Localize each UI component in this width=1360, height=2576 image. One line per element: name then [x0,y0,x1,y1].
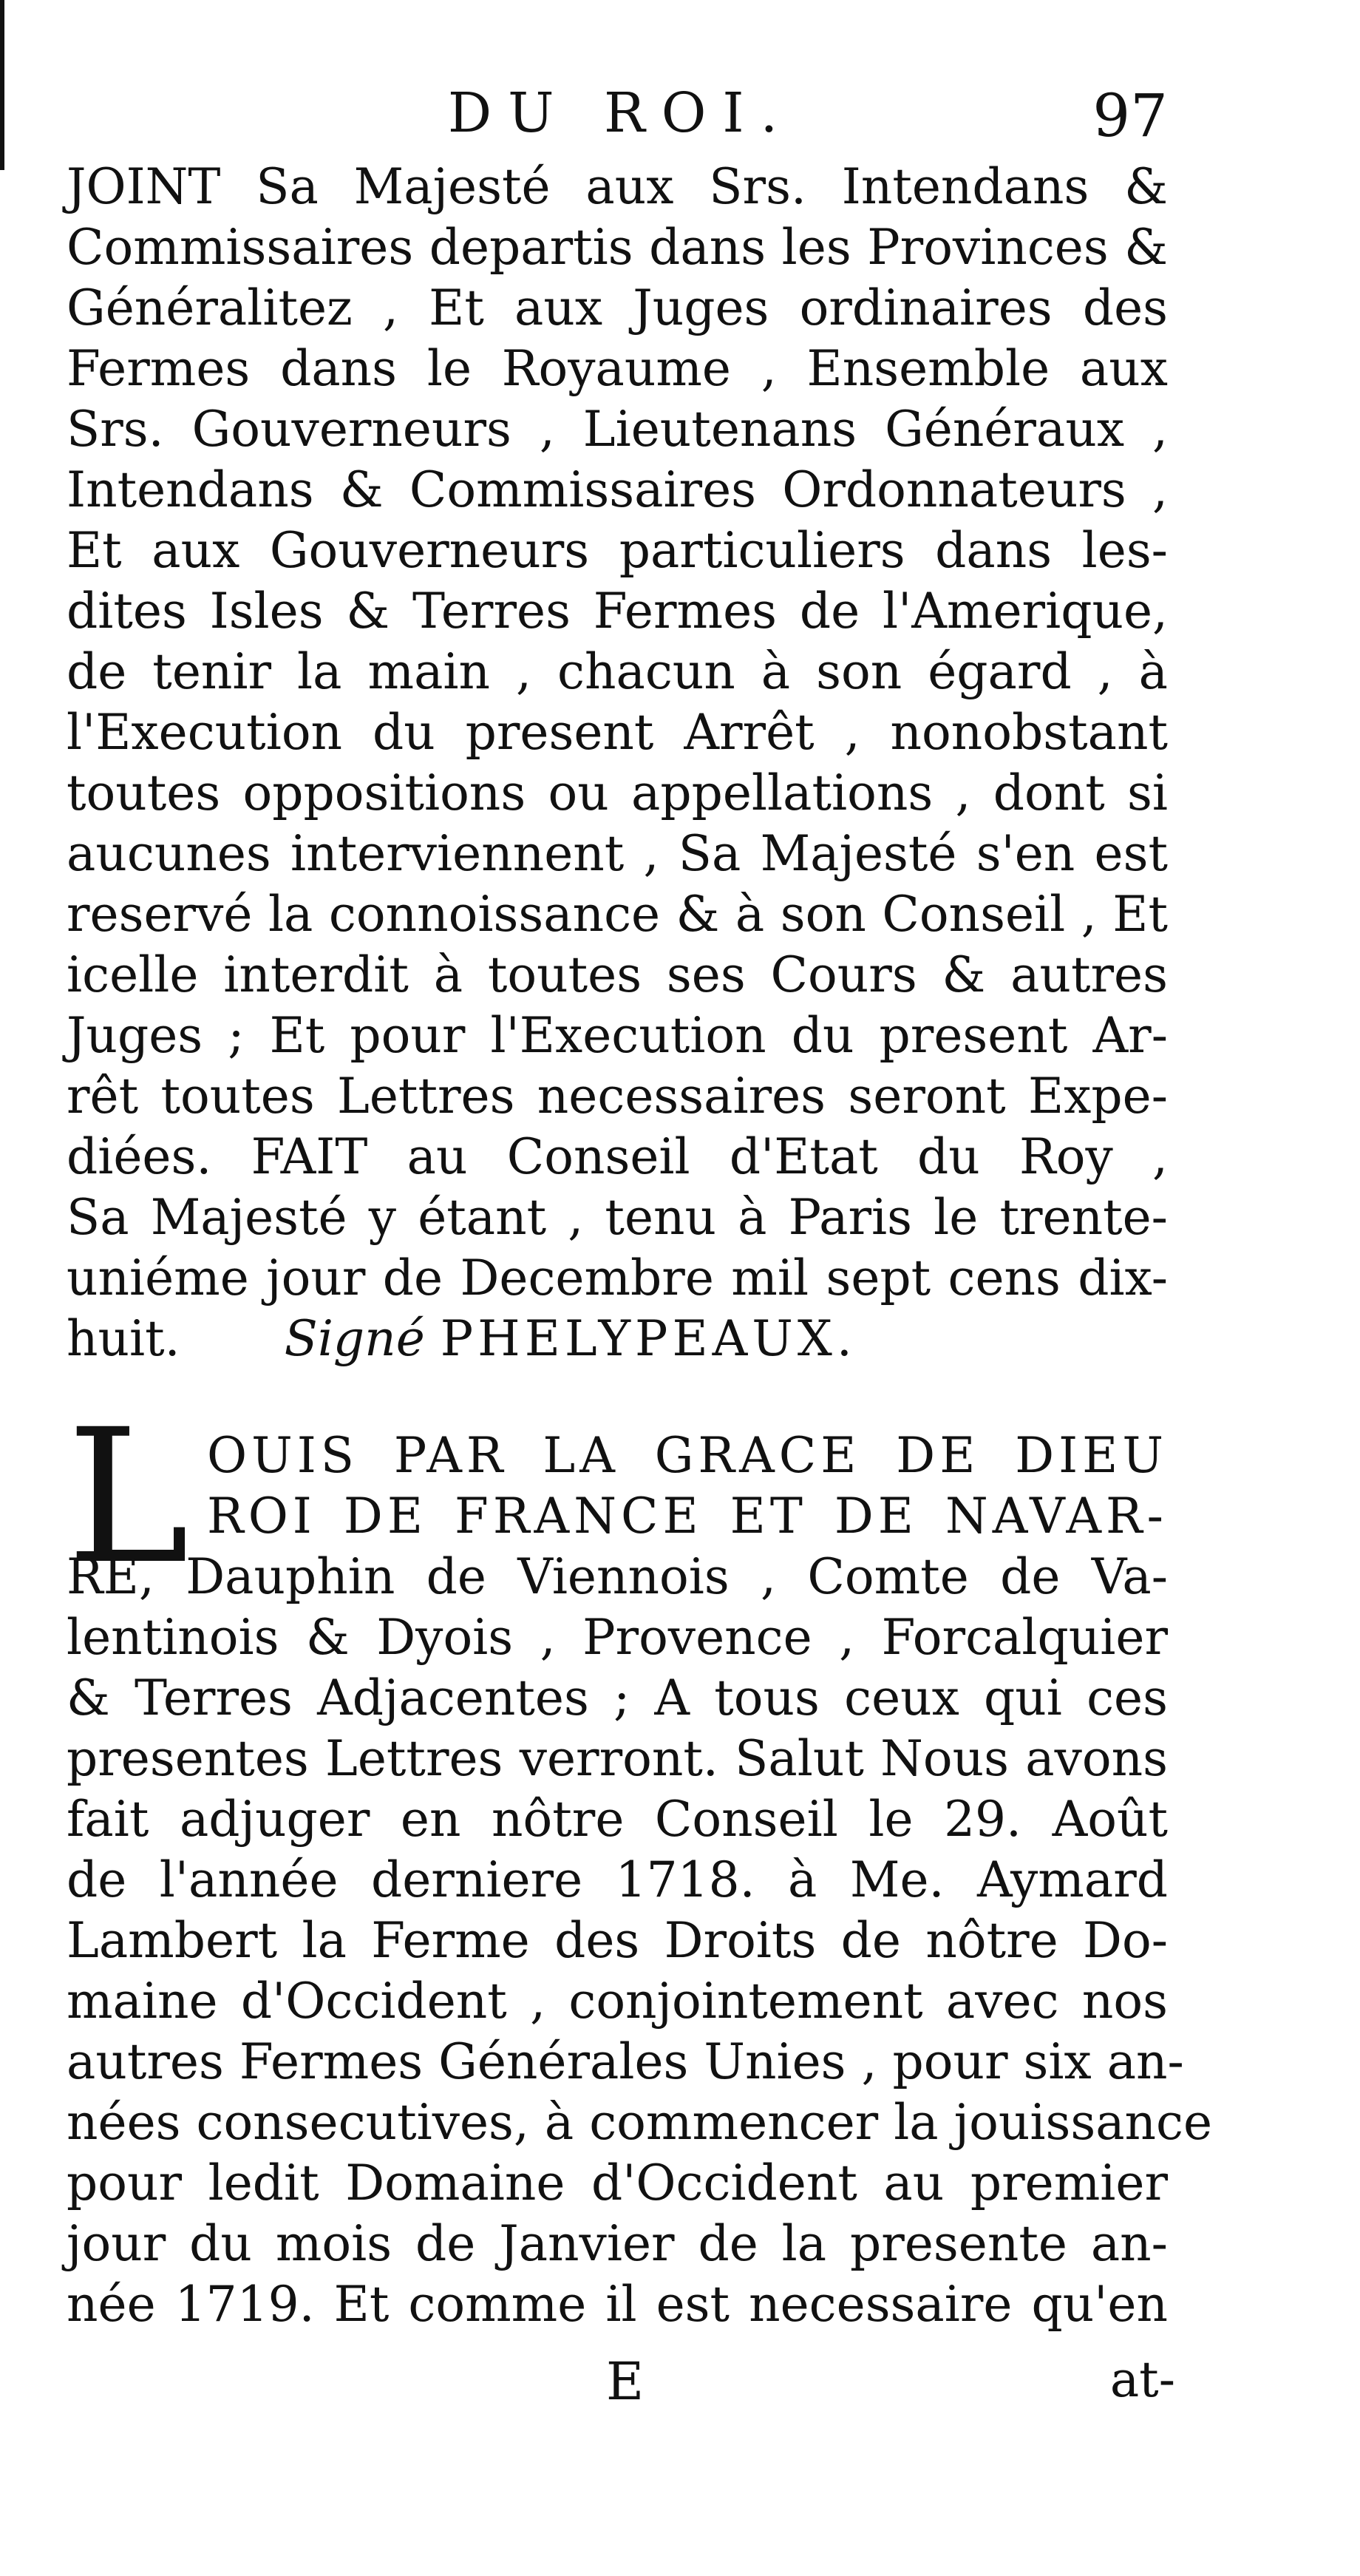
text-line: Lambert la Ferme des Droits de nôtre Do- [67,1912,1168,1969]
text-line: Sa Majesté y étant , tenu à Paris le trente- [67,1189,1168,1246]
text-line: Généralitez , Et aux Juges ordinaires des [67,279,1168,336]
text-line: dites Isles & Terres Fermes de l'Amerique, [67,583,1168,640]
signature-line [67,1309,1168,1369]
text-line: Et aux Gouverneurs particuliers dans les- [67,522,1168,579]
text-line: RE, Dauphin de Viennois , Comte de Va- [67,1548,1168,1605]
signature-mark: E [606,2351,645,2412]
paragraph-arret [67,157,1168,1369]
text-line: icelle interdit à toutes ses Cours & autres [67,946,1168,1003]
page-number: 97 [1092,81,1168,150]
text-line: de tenir la main , chacun à son égard , à [67,643,1168,700]
text-line: pour ledit Domaine d'Occident au premier [67,2155,1168,2211]
text-line: diées. FAIT au Conseil d'Etat du Roy , [67,1128,1168,1185]
text-line: Commissaires departis dans les Provinces & [67,219,1168,276]
text-line: Juges ; Et pour l'Execution du present Ar- [67,1007,1168,1064]
catchword: at- [1109,2351,1175,2408]
text-line: nées consecutives, à commencer la jouissance [67,2094,1213,2151]
signature-name: PHELYPEAUX. [440,1310,857,1367]
signature-label: Signé [284,1310,425,1367]
royal-title-line-1: OUIS PAR LA GRACE DE DIEU [207,1427,1168,1484]
text-line: Intendans & Commissaires Ordonnateurs , [67,461,1168,518]
drop-cap: L [67,1389,190,1604]
text-line: Srs. Gouverneurs , Lieutenans Généraux , [67,401,1168,458]
page-edge-rule [0,0,4,170]
text-line: de l'année derniere 1718. à Me. Aymard [67,1851,1168,1908]
text-line: jour du mois de Janvier de la presente an- [67,2215,1168,2272]
text-line: née 1719. Et comme il est necessaire qu'en [67,2276,1168,2333]
text-line: l'Execution du present Arrêt , nonobstant [67,704,1168,761]
text-line: maine d'Occident , conjointement avec nos [67,1973,1168,2030]
running-head: DU ROI. [447,81,795,145]
text-line: rêt toutes Lettres necessaires seront Expe- [67,1068,1168,1125]
paragraph-lettres [67,1547,1213,2335]
last-line-text: huit. [67,1310,180,1367]
text-line: fait adjuger en nôtre Conseil le 29. Août [67,1791,1168,1848]
text-line: autres Fermes Générales Unies , pour six an- [67,2033,1184,2090]
text-line: aucunes interviennent , Sa Majesté s'en est [67,825,1168,882]
text-line: reservé la connoissance & à son Conseil , Et [67,886,1168,943]
text-line: JOINT Sa Majesté aux Srs. Intendans & [67,158,1168,215]
text-line: Fermes dans le Royaume , Ensemble aux [67,340,1168,397]
text-line: lentinois & Dyois , Provence , Forcalquier [67,1609,1168,1666]
royal-title-line-2: ROI DE FRANCE ET DE NAVAR- [207,1488,1168,1545]
text-line: uniéme jour de Decembre mil sept cens dix- [67,1250,1168,1306]
text-line: & Terres Adjacentes ; A tous ceux qui ces [67,1670,1168,1726]
text-line: toutes oppositions ou appellations , dont si [67,765,1168,821]
text-line: presentes Lettres verront. Salut Nous avons [67,1730,1168,1787]
